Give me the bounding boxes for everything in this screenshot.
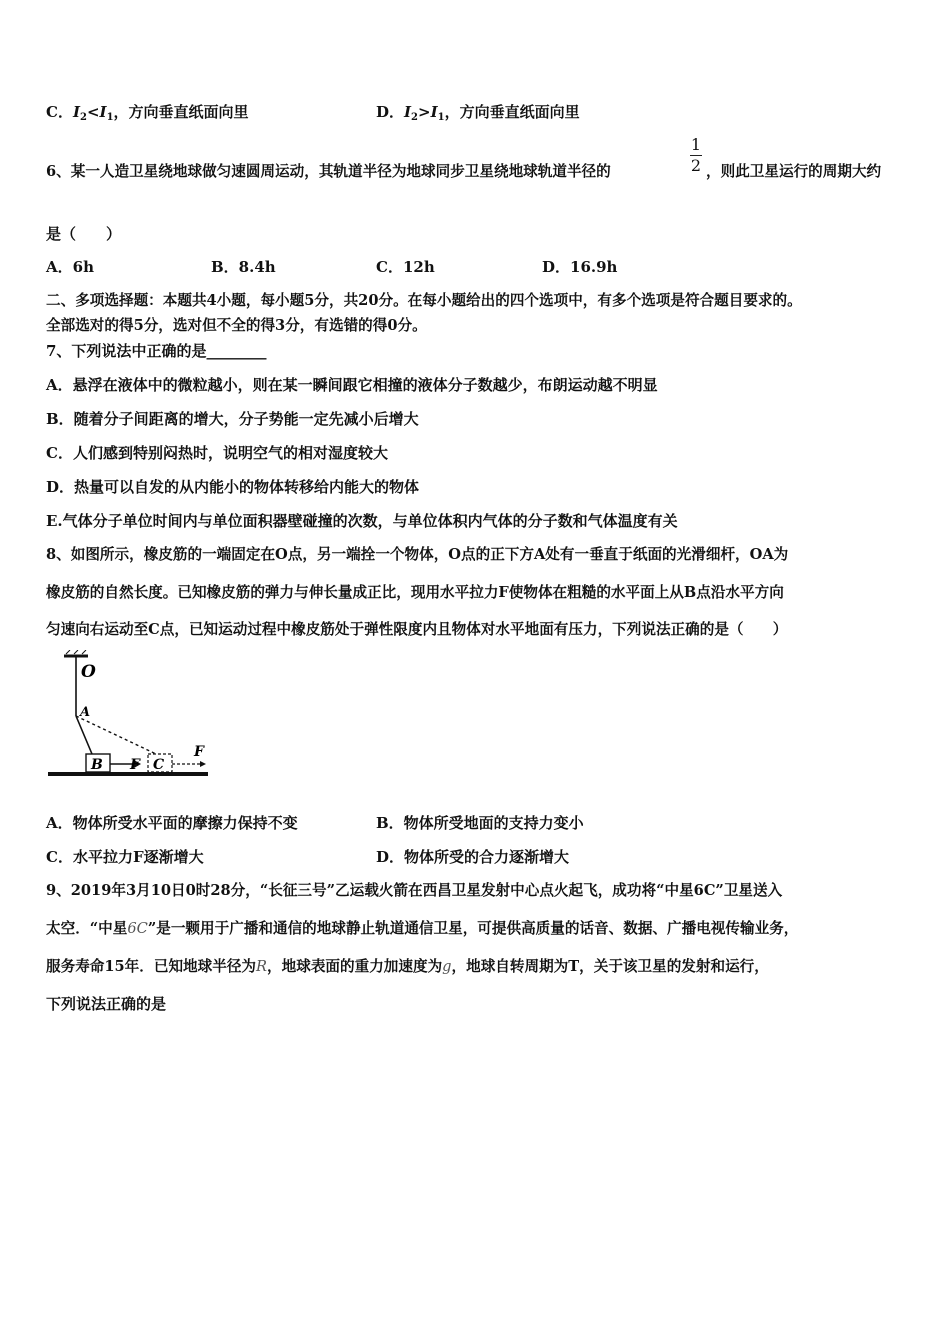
q6-stem-line2: 是（ ） xyxy=(46,225,122,243)
q7-stem: 7、下列说法中正确的是________ xyxy=(46,342,267,360)
q9-stem-line4: 下列说法正确的是 xyxy=(46,995,167,1013)
q5-i1: I xyxy=(430,103,438,121)
label-b: B xyxy=(91,757,103,773)
q5-option-d: D．$I_2>I_1$，方向垂直纸面向里 xyxy=(376,103,580,123)
label-o: O xyxy=(81,662,96,682)
q6-option-c: C．12h xyxy=(376,258,435,276)
q6-fraction: 1 2 xyxy=(690,135,702,175)
q6-option-b: B．8.4h xyxy=(211,258,276,276)
q9-stem-line2: 太空．“中星6C”是一颗用于广播和通信的地球静止轨道通信卫星，可提供高质量的话音、数据、广播电视传输业务， xyxy=(46,920,799,937)
q9-stem-line3: 服务寿命15年．已知地球半径为R，地球表面的重力加速度为g，地球自转周期为T，关于该卫星的发射和运行， xyxy=(46,958,769,975)
label-a: A xyxy=(80,705,91,720)
label-f-c: F xyxy=(194,744,204,760)
q8-option-b: B．物体所受地面的支持力变小 xyxy=(376,814,584,832)
q6-option-d: D．16.9h xyxy=(542,258,618,276)
q8-option-a: A．物体所受水平面的摩擦力保持不变 xyxy=(46,814,298,832)
q8-option-d: D．物体所受的合力逐渐增大 xyxy=(376,848,570,866)
ceiling-hatch xyxy=(74,650,78,654)
q8-stem-line3: 匀速向右运动至C点，已知运动过程中橡皮筋处于弹性限度内且物体对水平地面有压力，下列说法正确的是（ ） xyxy=(46,621,788,638)
ceiling-hatch xyxy=(66,650,70,654)
q5-option-c: C．$I_2<I_1$，方向垂直纸面向里 xyxy=(46,103,249,123)
q9-stem-line1: 9、2019年3月10日0时28分，“长征三号”乙运载火箭在西昌卫星发射中心点火起飞，成功将“中星6C”卫星送入 xyxy=(46,882,783,899)
q7-option-d: D．热量可以自发的从内能小的物体转移给内能大的物体 xyxy=(46,478,420,496)
section2-instructions-line1: 二、多项选择题：本题共4小题，每小题5分，共20分。在每小题给出的四个选项中，有多个选项是符合题目要求的。 xyxy=(46,292,802,309)
q7-option-e: E.气体分子单位时间内与单位面积器壁碰撞的次数，与单位体积内气体的分子数和气体温度有关 xyxy=(46,512,678,530)
q7-option-a: A．悬浮在液体中的微粒越小，则在某一瞬间跟它相撞的液体分子数越少，布朗运动越不明显 xyxy=(46,376,658,394)
q8-stem-line1: 8、如图所示，橡皮筋的一端固定在O点，另一端拴一个物体，O点的正下方A处有一垂直于纸面的光滑细杆，OA为 xyxy=(46,546,789,563)
q8-stem-line2: 橡皮筋的自然长度。已知橡皮筋的弹力与伸长量成正比，现用水平拉力F使物体在粗糙的水平面上从B点沿水平方向 xyxy=(46,584,784,601)
q7-option-b: B．随着分子间距离的增大，分子势能一定先减小后增大 xyxy=(46,410,419,428)
rubber-band-ac-dashed xyxy=(76,716,156,754)
section2-instructions-line2: 全部选对的得5分，选对但不全的得3分，有选错的得0分。 xyxy=(46,317,427,334)
label-c: C xyxy=(153,757,165,773)
label-f-b: F xyxy=(130,757,140,773)
q8-figure xyxy=(44,650,214,780)
q6-option-a: A．6h xyxy=(46,258,94,276)
q6-stem-tail: ，则此卫星运行的周期大约 xyxy=(706,163,882,180)
q6-stem-line1: 6、某一人造卫星绕地球做匀速圆周运动，其轨道半径为地球同步卫星绕地球轨道半径的 xyxy=(46,163,611,180)
force-arrowhead-c xyxy=(200,761,206,767)
ceiling-hatch xyxy=(82,650,86,654)
q5-i2: I xyxy=(404,103,412,121)
q7-option-c: C．人们感到特别闷热时，说明空气的相对湿度较大 xyxy=(46,444,388,462)
q8-option-c: C．水平拉力F逐渐增大 xyxy=(46,848,204,866)
